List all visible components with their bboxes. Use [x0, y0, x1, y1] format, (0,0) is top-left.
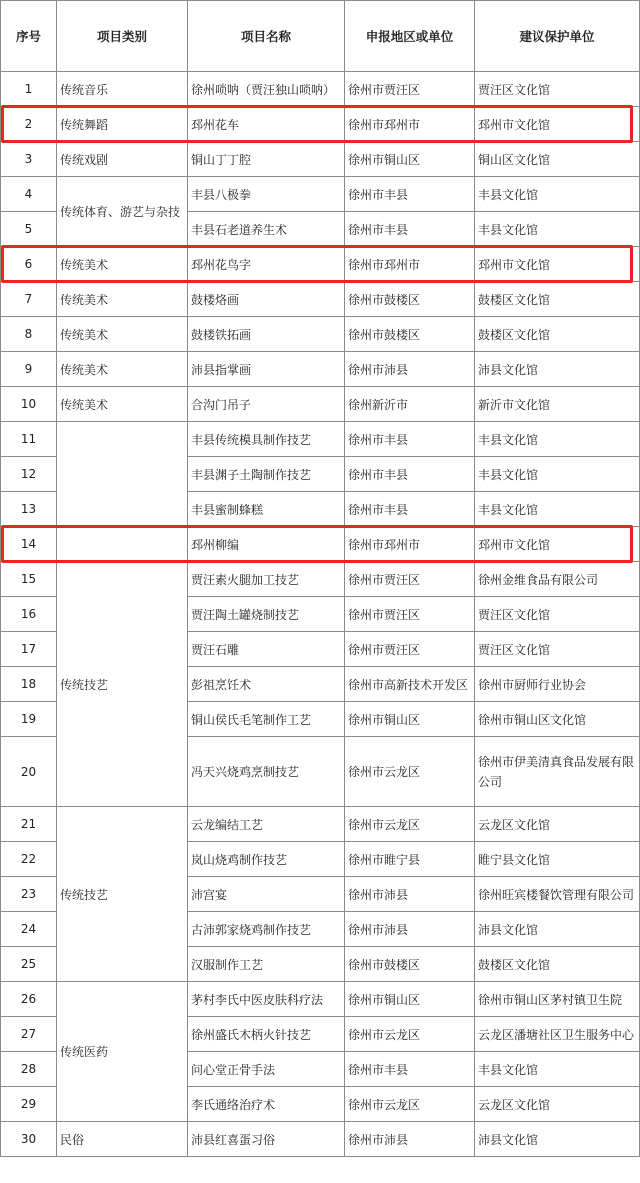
cell-name: 鼓楼烙画 [188, 282, 345, 317]
cell-unit: 丰县文化馆 [475, 1052, 640, 1087]
cell-region: 徐州市贾汪区 [345, 562, 475, 597]
cell-region: 徐州市云龙区 [345, 1087, 475, 1122]
cell-no: 1 [1, 72, 57, 107]
cell-no: 20 [1, 737, 57, 807]
cell-unit: 贾汪区文化馆 [475, 632, 640, 667]
cell-name: 邳州花车 [188, 107, 345, 142]
cell-region: 徐州市高新技术开发区 [345, 667, 475, 702]
cell-region: 徐州市丰县 [345, 457, 475, 492]
cell-no: 18 [1, 667, 57, 702]
cell-unit: 睢宁县文化馆 [475, 842, 640, 877]
cell-unit: 徐州市伊美清真食品发展有限公司 [475, 737, 640, 807]
cell-name: 邳州花鸟字 [188, 247, 345, 282]
cell-region: 徐州市铜山区 [345, 982, 475, 1017]
header-unit: 建议保护单位 [475, 1, 640, 72]
cell-no: 28 [1, 1052, 57, 1087]
cell-unit: 贾汪区文化馆 [475, 72, 640, 107]
cell-name: 岚山烧鸡制作技艺 [188, 842, 345, 877]
cell-no: 25 [1, 947, 57, 982]
cell-no: 27 [1, 1017, 57, 1052]
cell-region: 徐州市铜山区 [345, 142, 475, 177]
cell-no: 6 [1, 247, 57, 282]
cell-category: 传统医药 [57, 982, 188, 1122]
cell-name: 丰县八极拳 [188, 177, 345, 212]
cell-name: 汉服制作工艺 [188, 947, 345, 982]
cell-region: 徐州市丰县 [345, 1052, 475, 1087]
cell-unit: 铜山区文化馆 [475, 142, 640, 177]
cell-region: 徐州市丰县 [345, 492, 475, 527]
cell-no: 8 [1, 317, 57, 352]
cell-name: 李氏通络治疗术 [188, 1087, 345, 1122]
cell-region: 徐州市沛县 [345, 1122, 475, 1157]
cell-region: 徐州市贾汪区 [345, 72, 475, 107]
table-row [1, 422, 640, 457]
cell-region: 徐州市铜山区 [345, 702, 475, 737]
cell-region: 徐州市鼓楼区 [345, 947, 475, 982]
header-name: 项目名称 [188, 1, 345, 72]
cell-unit: 丰县文化馆 [475, 457, 640, 492]
cell-unit: 徐州旺宾楼餐饮管理有限公司 [475, 877, 640, 912]
table-row [1, 142, 640, 177]
cell-no: 11 [1, 422, 57, 457]
cell-category: 传统美术 [57, 282, 188, 317]
cell-no: 4 [1, 177, 57, 212]
table-row [1, 387, 640, 422]
cell-unit: 丰县文化馆 [475, 422, 640, 457]
cell-region: 徐州市贾汪区 [345, 632, 475, 667]
cell-name: 古沛郭家烧鸡制作技艺 [188, 912, 345, 947]
table-row [1, 72, 640, 107]
cell-no: 3 [1, 142, 57, 177]
table-row [1, 107, 640, 142]
cell-unit: 丰县文化馆 [475, 177, 640, 212]
cell-name: 合沟门吊子 [188, 387, 345, 422]
cell-name: 沛县指掌画 [188, 352, 345, 387]
cell-region: 徐州市丰县 [345, 422, 475, 457]
cell-name: 冯天兴烧鸡烹制技艺 [188, 737, 345, 807]
cell-name: 云龙编结工艺 [188, 807, 345, 842]
cell-no: 21 [1, 807, 57, 842]
cell-name: 贾汪石雕 [188, 632, 345, 667]
cell-unit: 丰县文化馆 [475, 492, 640, 527]
cell-region: 徐州市云龙区 [345, 737, 475, 807]
table-row [1, 317, 640, 352]
table-row [1, 1122, 640, 1157]
cell-no: 15 [1, 562, 57, 597]
cell-unit: 云龙区潘塘社区卫生服务中心 [475, 1017, 640, 1052]
cell-no: 5 [1, 212, 57, 247]
cell-region: 徐州市睢宁县 [345, 842, 475, 877]
cell-unit: 新沂市文化馆 [475, 387, 640, 422]
cell-unit: 云龙区文化馆 [475, 807, 640, 842]
cell-name: 铜山侯氏毛笔制作工艺 [188, 702, 345, 737]
cell-no: 7 [1, 282, 57, 317]
cell-unit: 邳州市文化馆 [475, 247, 640, 282]
table-row [1, 247, 640, 282]
cell-unit: 贾汪区文化馆 [475, 597, 640, 632]
cell-unit: 沛县文化馆 [475, 352, 640, 387]
cell-no: 26 [1, 982, 57, 1017]
cell-region: 徐州市贾汪区 [345, 597, 475, 632]
cell-name: 丰县渊子土陶制作技艺 [188, 457, 345, 492]
cell-no: 2 [1, 107, 57, 142]
cell-unit: 徐州市铜山区文化馆 [475, 702, 640, 737]
table-row [1, 982, 640, 1017]
cell-no: 9 [1, 352, 57, 387]
table-row [1, 177, 640, 212]
cell-region: 徐州市云龙区 [345, 807, 475, 842]
cell-unit: 沛县文化馆 [475, 912, 640, 947]
cell-no: 19 [1, 702, 57, 737]
cell-name: 沛县红喜蛋习俗 [188, 1122, 345, 1157]
cell-region: 徐州市云龙区 [345, 1017, 475, 1052]
cell-name: 徐州唢呐（贾汪独山唢呐） [188, 72, 345, 107]
cell-no: 12 [1, 457, 57, 492]
table-row [1, 352, 640, 387]
cell-no: 16 [1, 597, 57, 632]
cell-category: 传统戏剧 [57, 142, 188, 177]
cell-name: 丰县蜜制蜂糕 [188, 492, 345, 527]
cell-name: 彭祖烹饪术 [188, 667, 345, 702]
cell-unit: 鼓楼区文化馆 [475, 947, 640, 982]
table-row [1, 562, 640, 597]
cell-no: 14 [1, 527, 57, 562]
cell-unit: 邳州市文化馆 [475, 107, 640, 142]
cell-no: 24 [1, 912, 57, 947]
header-no: 序号 [1, 1, 57, 72]
cell-unit: 沛县文化馆 [475, 1122, 640, 1157]
cell-name: 沛宫宴 [188, 877, 345, 912]
cell-no: 10 [1, 387, 57, 422]
cell-name: 丰县传统模具制作技艺 [188, 422, 345, 457]
cell-category: 传统体育、游艺与杂技 [57, 177, 188, 247]
cell-name: 问心堂正骨手法 [188, 1052, 345, 1087]
cell-region: 徐州新沂市 [345, 387, 475, 422]
cell-unit: 鼓楼区文化馆 [475, 317, 640, 352]
cell-category: 民俗 [57, 1122, 188, 1157]
cell-category: 传统舞蹈 [57, 107, 188, 142]
cell-region: 徐州市邳州市 [345, 247, 475, 282]
cell-unit: 徐州金维食品有限公司 [475, 562, 640, 597]
cell-name: 贾汪素火腿加工技艺 [188, 562, 345, 597]
cell-category: 传统美术 [57, 387, 188, 422]
cell-unit: 徐州市铜山区茅村镇卫生院 [475, 982, 640, 1017]
cell-no: 22 [1, 842, 57, 877]
cell-category: 传统技艺 [57, 807, 188, 982]
table-row [1, 527, 640, 562]
cell-region: 徐州市沛县 [345, 912, 475, 947]
cell-region: 徐州市邳州市 [345, 527, 475, 562]
cell-name: 贾汪陶土罐烧制技艺 [188, 597, 345, 632]
cell-category: 传统美术 [57, 247, 188, 282]
header-category: 项目类别 [57, 1, 188, 72]
cell-unit: 云龙区文化馆 [475, 1087, 640, 1122]
cell-category [57, 422, 188, 527]
cell-region: 徐州市沛县 [345, 877, 475, 912]
cell-unit: 鼓楼区文化馆 [475, 282, 640, 317]
cell-category: 传统美术 [57, 352, 188, 387]
cell-name: 茅村李氏中医皮肤科疗法 [188, 982, 345, 1017]
cell-region: 徐州市沛县 [345, 352, 475, 387]
cell-region: 徐州市丰县 [345, 212, 475, 247]
cell-name: 丰县石老道养生术 [188, 212, 345, 247]
cell-name: 铜山丁丁腔 [188, 142, 345, 177]
cell-unit: 邳州市文化馆 [475, 527, 640, 562]
header-region: 申报地区或单位 [345, 1, 475, 72]
cell-no: 17 [1, 632, 57, 667]
table-row [1, 807, 640, 842]
cell-category [57, 527, 188, 562]
cell-category: 传统音乐 [57, 72, 188, 107]
cell-region: 徐州市鼓楼区 [345, 317, 475, 352]
cell-category: 传统美术 [57, 317, 188, 352]
cell-name: 徐州盛氏木柄火针技艺 [188, 1017, 345, 1052]
cell-category: 传统技艺 [57, 562, 188, 807]
cell-region: 徐州市邳州市 [345, 107, 475, 142]
cell-no: 29 [1, 1087, 57, 1122]
cell-no: 30 [1, 1122, 57, 1157]
cell-region: 徐州市鼓楼区 [345, 282, 475, 317]
cell-no: 23 [1, 877, 57, 912]
cell-no: 13 [1, 492, 57, 527]
cell-name: 鼓楼铁拓画 [188, 317, 345, 352]
cell-name: 邳州柳编 [188, 527, 345, 562]
table-row [1, 282, 640, 317]
cell-region: 徐州市丰县 [345, 177, 475, 212]
cell-unit: 丰县文化馆 [475, 212, 640, 247]
table-header-row [1, 1, 640, 72]
table-body [1, 72, 640, 1157]
cell-unit: 徐州市厨师行业协会 [475, 667, 640, 702]
